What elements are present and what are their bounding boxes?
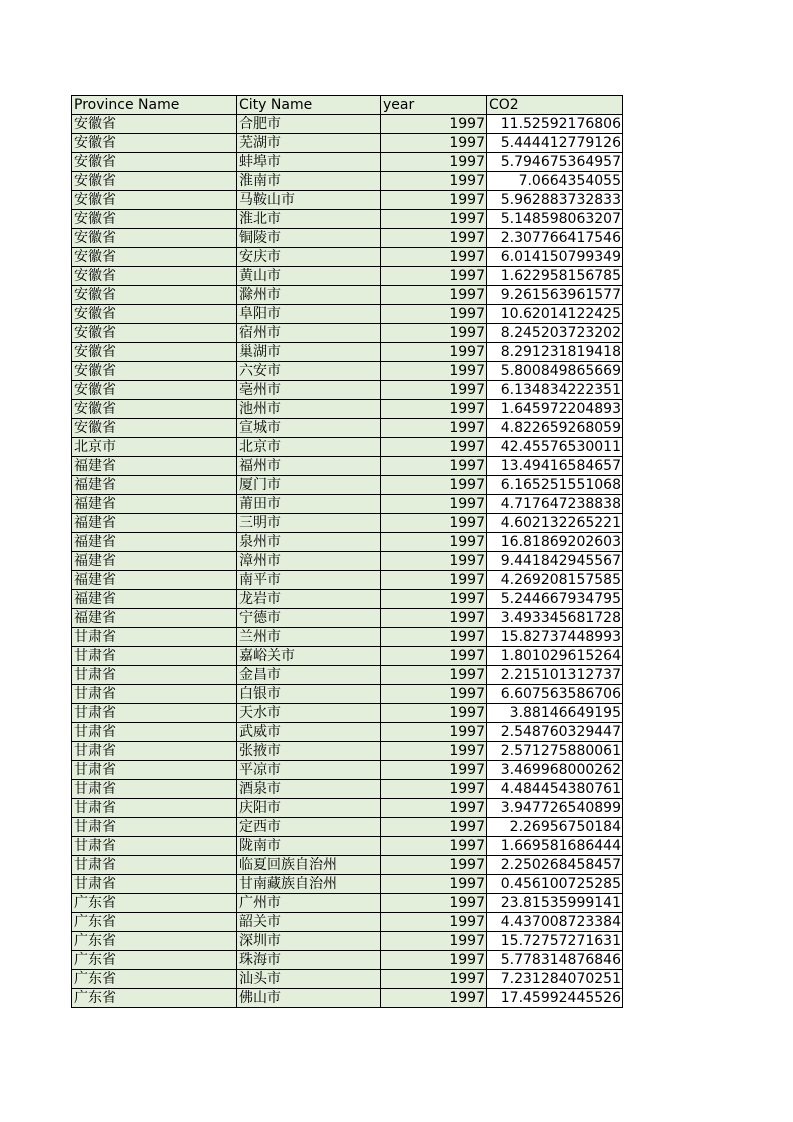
city-cell[interactable]: 淮南市 <box>237 172 381 191</box>
year-cell[interactable]: 1997 <box>381 989 487 1008</box>
city-cell[interactable]: 池州市 <box>237 400 381 419</box>
city-cell[interactable]: 马鞍山市 <box>237 191 381 210</box>
province-cell[interactable]: 甘肃省 <box>72 685 237 704</box>
co2-cell[interactable]: 0.456100725285 <box>487 875 623 894</box>
city-cell[interactable]: 泉州市 <box>237 533 381 552</box>
year-cell[interactable]: 1997 <box>381 115 487 134</box>
city-cell[interactable]: 蚌埠市 <box>237 153 381 172</box>
province-cell[interactable]: 福建省 <box>72 457 237 476</box>
province-cell[interactable]: 福建省 <box>72 495 237 514</box>
city-cell[interactable]: 滁州市 <box>237 286 381 305</box>
city-cell[interactable]: 深圳市 <box>237 932 381 951</box>
year-cell[interactable]: 1997 <box>381 419 487 438</box>
table-row <box>72 932 623 951</box>
table-row <box>72 381 623 400</box>
co2-cell[interactable]: 2.307766417546 <box>487 229 623 248</box>
province-cell[interactable]: 安徽省 <box>72 134 237 153</box>
co2-cell[interactable]: 16.81869202603 <box>487 533 623 552</box>
table-row <box>72 780 623 799</box>
province-cell[interactable]: 安徽省 <box>72 381 237 400</box>
co2-cell[interactable]: 2.571275880061 <box>487 742 623 761</box>
table-row <box>72 172 623 191</box>
year-cell[interactable]: 1997 <box>381 457 487 476</box>
year-cell[interactable]: 1997 <box>381 172 487 191</box>
year-cell[interactable]: 1997 <box>381 856 487 875</box>
year-cell[interactable]: 1997 <box>381 476 487 495</box>
co2-cell[interactable]: 6.607563586706 <box>487 685 623 704</box>
city-cell[interactable]: 珠海市 <box>237 951 381 970</box>
table-row <box>72 514 623 533</box>
city-cell[interactable]: 龙岩市 <box>237 590 381 609</box>
province-cell[interactable]: 北京市 <box>72 438 237 457</box>
city-cell[interactable]: 陇南市 <box>237 837 381 856</box>
header-year[interactable]: year <box>381 96 487 115</box>
table-row <box>72 229 623 248</box>
co2-cell[interactable]: 8.291231819418 <box>487 343 623 362</box>
co2-cell[interactable]: 5.778314876846 <box>487 951 623 970</box>
co2-cell[interactable]: 15.82737448993 <box>487 628 623 647</box>
province-cell[interactable]: 安徽省 <box>72 400 237 419</box>
co2-cell[interactable]: 1.669581686444 <box>487 837 623 856</box>
year-cell[interactable]: 1997 <box>381 400 487 419</box>
header-city-name[interactable]: City Name <box>237 96 381 115</box>
co2-cell[interactable]: 3.88146649195 <box>487 704 623 723</box>
city-cell[interactable]: 金昌市 <box>237 666 381 685</box>
year-cell[interactable]: 1997 <box>381 210 487 229</box>
co2-cell[interactable]: 6.014150799349 <box>487 248 623 267</box>
city-cell[interactable]: 淮北市 <box>237 210 381 229</box>
year-cell[interactable]: 1997 <box>381 818 487 837</box>
province-cell[interactable]: 安徽省 <box>72 229 237 248</box>
city-cell[interactable]: 芜湖市 <box>237 134 381 153</box>
city-cell[interactable]: 六安市 <box>237 362 381 381</box>
province-cell[interactable]: 福建省 <box>72 476 237 495</box>
city-cell[interactable]: 亳州市 <box>237 381 381 400</box>
co2-cell[interactable]: 2.250268458457 <box>487 856 623 875</box>
table-row <box>72 248 623 267</box>
table-row <box>72 799 623 818</box>
province-cell[interactable]: 广东省 <box>72 932 237 951</box>
city-cell[interactable]: 北京市 <box>237 438 381 457</box>
province-cell[interactable]: 福建省 <box>72 514 237 533</box>
table-row <box>72 286 623 305</box>
co2-cell[interactable]: 11.52592176806 <box>487 115 623 134</box>
province-cell[interactable]: 甘肃省 <box>72 780 237 799</box>
province-cell[interactable]: 安徽省 <box>72 115 237 134</box>
table-row <box>72 210 623 229</box>
province-cell[interactable]: 安徽省 <box>72 267 237 286</box>
city-cell[interactable]: 临夏回族自治州 <box>237 856 381 875</box>
table-row <box>72 324 623 343</box>
co2-cell[interactable]: 2.26956750184 <box>487 818 623 837</box>
year-cell[interactable]: 1997 <box>381 590 487 609</box>
co2-cell[interactable]: 5.794675364957 <box>487 153 623 172</box>
city-cell[interactable]: 漳州市 <box>237 552 381 571</box>
table-row <box>72 761 623 780</box>
province-cell[interactable]: 甘肃省 <box>72 742 237 761</box>
co2-cell[interactable]: 4.602132265221 <box>487 514 623 533</box>
province-cell[interactable]: 安徽省 <box>72 324 237 343</box>
year-cell[interactable]: 1997 <box>381 324 487 343</box>
co2-cell[interactable]: 4.269208157585 <box>487 571 623 590</box>
city-cell[interactable]: 嘉峪关市 <box>237 647 381 666</box>
city-cell[interactable]: 合肥市 <box>237 115 381 134</box>
table-row <box>72 685 623 704</box>
table-row <box>72 837 623 856</box>
table-row <box>72 153 623 172</box>
year-cell[interactable]: 1997 <box>381 229 487 248</box>
year-cell[interactable]: 1997 <box>381 134 487 153</box>
province-cell[interactable]: 广东省 <box>72 894 237 913</box>
year-cell[interactable]: 1997 <box>381 666 487 685</box>
city-cell[interactable]: 天水市 <box>237 704 381 723</box>
year-cell[interactable]: 1997 <box>381 913 487 932</box>
province-cell[interactable]: 福建省 <box>72 533 237 552</box>
co2-cell[interactable]: 3.493345681728 <box>487 609 623 628</box>
co2-cell[interactable]: 8.245203723202 <box>487 324 623 343</box>
year-cell[interactable]: 1997 <box>381 932 487 951</box>
city-cell[interactable]: 安庆市 <box>237 248 381 267</box>
table-row <box>72 438 623 457</box>
co2-cell[interactable]: 6.165251551068 <box>487 476 623 495</box>
year-cell[interactable]: 1997 <box>381 799 487 818</box>
table-row <box>72 457 623 476</box>
city-cell[interactable]: 厦门市 <box>237 476 381 495</box>
table-row <box>72 115 623 134</box>
year-cell[interactable]: 1997 <box>381 875 487 894</box>
table-row <box>72 400 623 419</box>
city-cell[interactable]: 铜陵市 <box>237 229 381 248</box>
table-body <box>72 96 623 1008</box>
table-row <box>72 495 623 514</box>
province-cell[interactable]: 广东省 <box>72 970 237 989</box>
co2-cell[interactable]: 5.962883732833 <box>487 191 623 210</box>
city-cell[interactable]: 阜阳市 <box>237 305 381 324</box>
province-cell[interactable]: 广东省 <box>72 951 237 970</box>
city-cell[interactable]: 汕头市 <box>237 970 381 989</box>
co2-cell[interactable]: 5.148598063207 <box>487 210 623 229</box>
table-row <box>72 951 623 970</box>
province-cell[interactable]: 甘肃省 <box>72 837 237 856</box>
year-cell[interactable]: 1997 <box>381 951 487 970</box>
province-cell[interactable]: 安徽省 <box>72 191 237 210</box>
table-row <box>72 305 623 324</box>
table-row <box>72 267 623 286</box>
city-cell[interactable]: 福州市 <box>237 457 381 476</box>
city-cell[interactable]: 张掖市 <box>237 742 381 761</box>
province-cell[interactable]: 安徽省 <box>72 153 237 172</box>
province-cell[interactable]: 福建省 <box>72 552 237 571</box>
city-cell[interactable]: 白银市 <box>237 685 381 704</box>
province-cell[interactable]: 安徽省 <box>72 248 237 267</box>
co2-cell[interactable]: 9.441842945567 <box>487 552 623 571</box>
year-cell[interactable]: 1997 <box>381 514 487 533</box>
table-row <box>72 343 623 362</box>
city-cell[interactable]: 佛山市 <box>237 989 381 1008</box>
year-cell[interactable]: 1997 <box>381 495 487 514</box>
co2-cell[interactable]: 1.622958156785 <box>487 267 623 286</box>
year-cell[interactable]: 1997 <box>381 761 487 780</box>
table-row <box>72 704 623 723</box>
year-cell[interactable]: 1997 <box>381 552 487 571</box>
header-co2[interactable]: CO2 <box>487 96 623 115</box>
city-cell[interactable]: 宁德市 <box>237 609 381 628</box>
table-row <box>72 989 623 1008</box>
province-cell[interactable]: 福建省 <box>72 571 237 590</box>
province-cell[interactable]: 安徽省 <box>72 305 237 324</box>
city-cell[interactable]: 韶关市 <box>237 913 381 932</box>
co2-cell[interactable]: 1.801029615264 <box>487 647 623 666</box>
table-row <box>72 191 623 210</box>
city-cell[interactable]: 宣城市 <box>237 419 381 438</box>
province-cell[interactable]: 广东省 <box>72 913 237 932</box>
table-row <box>72 970 623 989</box>
year-cell[interactable]: 1997 <box>381 837 487 856</box>
year-cell[interactable]: 1997 <box>381 362 487 381</box>
year-cell[interactable]: 1997 <box>381 191 487 210</box>
year-cell[interactable]: 1997 <box>381 628 487 647</box>
province-cell[interactable]: 甘肃省 <box>72 666 237 685</box>
co2-cell[interactable]: 9.261563961577 <box>487 286 623 305</box>
year-cell[interactable]: 1997 <box>381 381 487 400</box>
province-cell[interactable]: 安徽省 <box>72 419 237 438</box>
co2-cell[interactable]: 1.645972204893 <box>487 400 623 419</box>
province-cell[interactable]: 甘肃省 <box>72 856 237 875</box>
co2-cell[interactable]: 6.134834222351 <box>487 381 623 400</box>
year-cell[interactable]: 1997 <box>381 647 487 666</box>
year-cell[interactable]: 1997 <box>381 742 487 761</box>
table-row <box>72 666 623 685</box>
province-cell[interactable]: 甘肃省 <box>72 704 237 723</box>
table-row <box>72 134 623 153</box>
year-cell[interactable]: 1997 <box>381 723 487 742</box>
year-cell[interactable]: 1997 <box>381 286 487 305</box>
city-cell[interactable]: 宿州市 <box>237 324 381 343</box>
header-row <box>72 96 623 115</box>
co2-cell[interactable]: 5.800849865669 <box>487 362 623 381</box>
year-cell[interactable]: 1997 <box>381 305 487 324</box>
province-cell[interactable]: 安徽省 <box>72 362 237 381</box>
table-row <box>72 590 623 609</box>
table-row <box>72 742 623 761</box>
province-cell[interactable]: 甘肃省 <box>72 799 237 818</box>
co2-cell[interactable]: 3.469968000262 <box>487 761 623 780</box>
co2-cell[interactable]: 13.49416584657 <box>487 457 623 476</box>
province-cell[interactable]: 安徽省 <box>72 172 237 191</box>
header-province-name[interactable]: Province Name <box>72 96 237 115</box>
table-row <box>72 723 623 742</box>
table-row <box>72 609 623 628</box>
province-cell[interactable]: 安徽省 <box>72 210 237 229</box>
province-cell[interactable]: 甘肃省 <box>72 723 237 742</box>
city-cell[interactable]: 武威市 <box>237 723 381 742</box>
co2-cell[interactable]: 3.947726540899 <box>487 799 623 818</box>
province-cell[interactable]: 甘肃省 <box>72 818 237 837</box>
table-row <box>72 818 623 837</box>
province-cell[interactable]: 甘肃省 <box>72 761 237 780</box>
co2-cell[interactable]: 2.548760329447 <box>487 723 623 742</box>
co2-cell[interactable]: 23.81535999141 <box>487 894 623 913</box>
province-cell[interactable]: 广东省 <box>72 989 237 1008</box>
province-cell[interactable]: 甘肃省 <box>72 647 237 666</box>
table-row <box>72 913 623 932</box>
table-row <box>72 875 623 894</box>
year-cell[interactable]: 1997 <box>381 894 487 913</box>
province-cell[interactable]: 安徽省 <box>72 286 237 305</box>
co2-cell[interactable]: 7.231284070251 <box>487 970 623 989</box>
table-row <box>72 362 623 381</box>
co2-cell[interactable]: 15.72757271631 <box>487 932 623 951</box>
city-cell[interactable]: 黄山市 <box>237 267 381 286</box>
co2-cell[interactable]: 42.45576530011 <box>487 438 623 457</box>
year-cell[interactable]: 1997 <box>381 533 487 552</box>
year-cell[interactable]: 1997 <box>381 970 487 989</box>
co2-cell[interactable]: 2.215101312737 <box>487 666 623 685</box>
city-cell[interactable]: 广州市 <box>237 894 381 913</box>
table-row <box>72 419 623 438</box>
table-row <box>72 476 623 495</box>
province-cell[interactable]: 甘肃省 <box>72 875 237 894</box>
co2-cell[interactable]: 4.484454380761 <box>487 780 623 799</box>
city-cell[interactable]: 酒泉市 <box>237 780 381 799</box>
co2-cell[interactable]: 4.717647238838 <box>487 495 623 514</box>
city-cell[interactable]: 庆阳市 <box>237 799 381 818</box>
city-cell[interactable]: 莆田市 <box>237 495 381 514</box>
table-row <box>72 571 623 590</box>
year-cell[interactable]: 1997 <box>381 248 487 267</box>
co2-cell[interactable]: 5.244667934795 <box>487 590 623 609</box>
year-cell[interactable]: 1997 <box>381 685 487 704</box>
table-row <box>72 894 623 913</box>
province-cell[interactable]: 福建省 <box>72 609 237 628</box>
city-cell[interactable]: 平凉市 <box>237 761 381 780</box>
co2-cell[interactable]: 17.45992445526 <box>487 989 623 1008</box>
data-table <box>71 95 623 1008</box>
city-cell[interactable]: 三明市 <box>237 514 381 533</box>
table-row <box>72 647 623 666</box>
table-row <box>72 856 623 875</box>
co2-cell[interactable]: 4.822659268059 <box>487 419 623 438</box>
co2-cell[interactable]: 4.437008723384 <box>487 913 623 932</box>
year-cell[interactable]: 1997 <box>381 438 487 457</box>
city-cell[interactable]: 南平市 <box>237 571 381 590</box>
province-cell[interactable]: 福建省 <box>72 590 237 609</box>
table-row <box>72 552 623 571</box>
city-cell[interactable]: 巢湖市 <box>237 343 381 362</box>
province-cell[interactable]: 安徽省 <box>72 343 237 362</box>
year-cell[interactable]: 1997 <box>381 343 487 362</box>
table-row <box>72 533 623 552</box>
city-cell[interactable]: 甘南藏族自治州 <box>237 875 381 894</box>
year-cell[interactable]: 1997 <box>381 609 487 628</box>
city-cell[interactable]: 定西市 <box>237 818 381 837</box>
co2-cell[interactable]: 5.444412779126 <box>487 134 623 153</box>
year-cell[interactable]: 1997 <box>381 704 487 723</box>
province-cell[interactable]: 甘肃省 <box>72 628 237 647</box>
year-cell[interactable]: 1997 <box>381 267 487 286</box>
year-cell[interactable]: 1997 <box>381 780 487 799</box>
city-cell[interactable]: 兰州市 <box>237 628 381 647</box>
year-cell[interactable]: 1997 <box>381 153 487 172</box>
co2-cell[interactable]: 7.0664354055 <box>487 172 623 191</box>
table-row <box>72 628 623 647</box>
year-cell[interactable]: 1997 <box>381 571 487 590</box>
co2-cell[interactable]: 10.62014122425 <box>487 305 623 324</box>
